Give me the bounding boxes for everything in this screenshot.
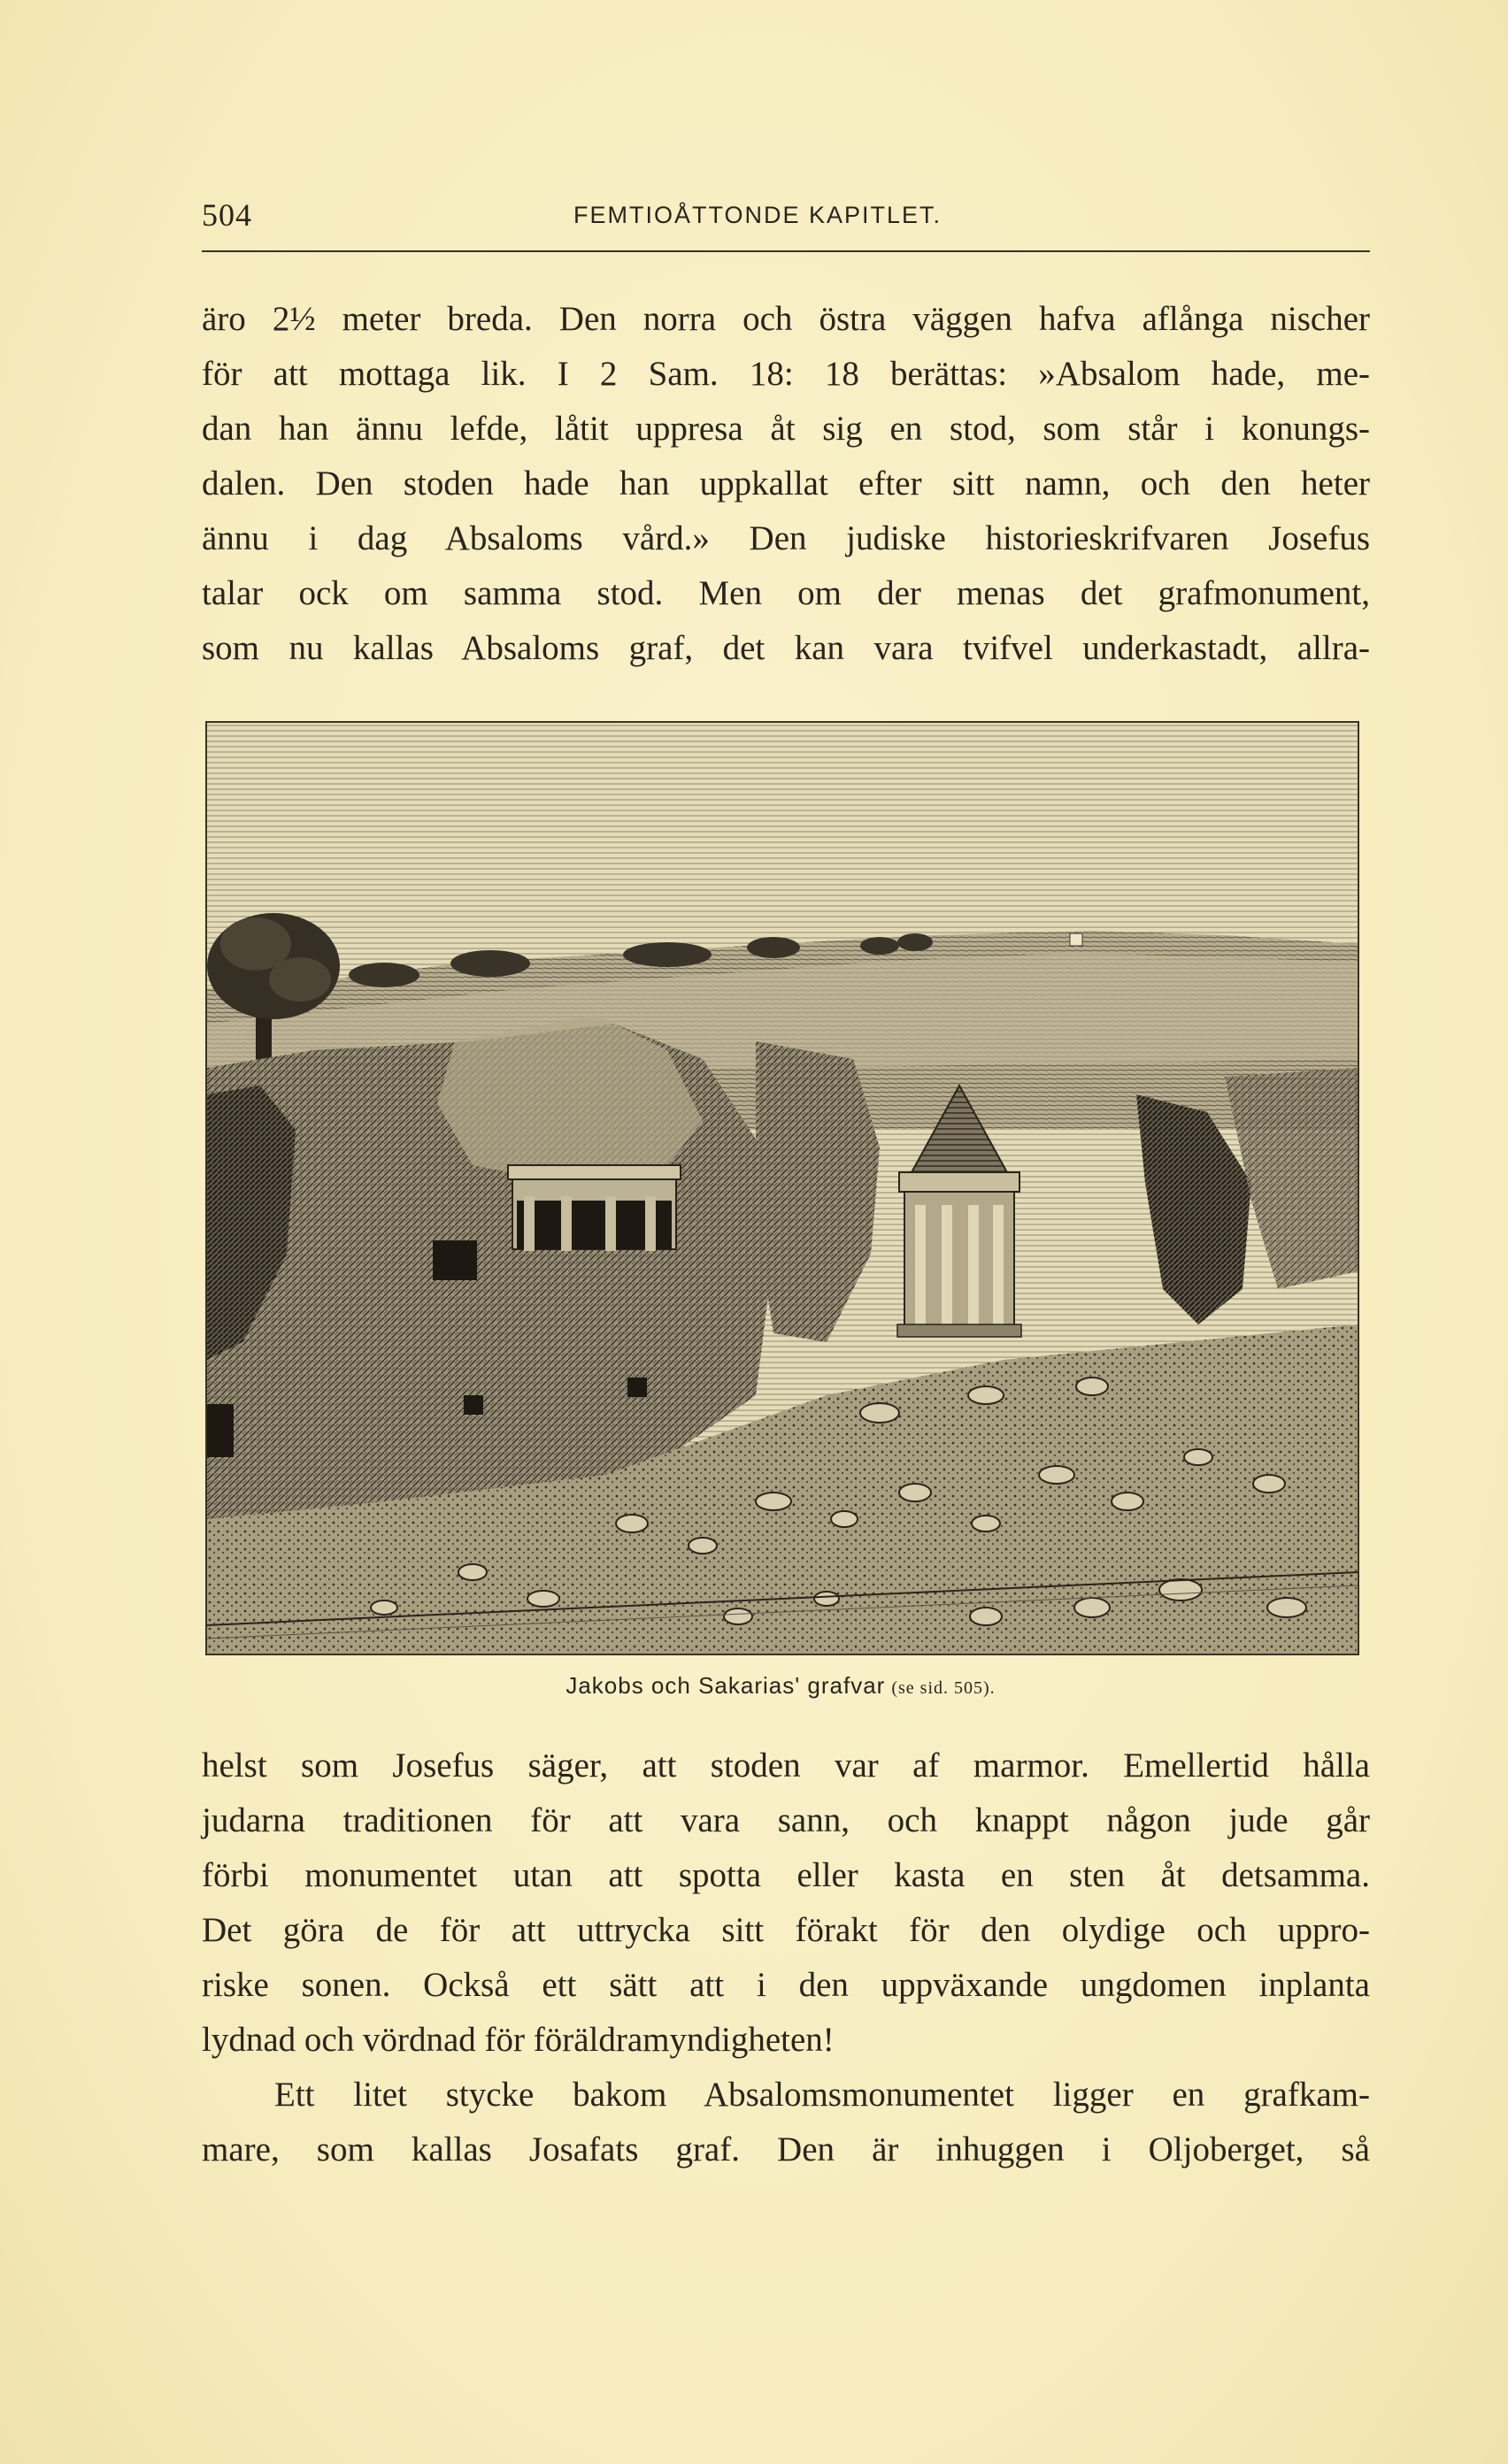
text-line: för att mottaga lik. I 2 Sam. 18: 18 berättas: »Absalom hade, me- [202,355,1370,393]
page-header [202,196,1370,241]
text-line: Ett litet stycke bakom Absalomsmonumentet ligger en grafkam- [274,2076,1370,2114]
text-line: riske sonen. Också ett sätt att i den uppväxande ungdomen inplanta [202,1966,1370,2004]
text-bottom [202,1739,1370,2177]
text-line: helst som Josefus säger, att stoden var af marmor. Emellertid hålla [202,1746,1370,1785]
text-line: mare, som kallas Josafats graf. Den är inhuggen i Oljoberget, så [202,2130,1370,2168]
page-number: 504 [202,197,252,233]
text-line: äro 2½ meter breda. Den norra och östra väggen hafva aflånga nischer [202,300,1370,338]
caption-reference: (se sid. 505). [891,1678,996,1698]
text-line: Det göra de för att uttrycka sitt förakt för den olydige och uppro- [202,1911,1370,1949]
figure-caption [205,1672,1356,1700]
text-top [202,292,1370,676]
text-line: ännu i dag Absaloms vård.» Den judiske historieskrifvaren Josefus [202,519,1370,557]
text-line: judarna traditionen för att vara sann, och knappt någon jude går [202,1801,1370,1839]
engraving-drawing [207,723,1358,1654]
text-line: lydnad och vördnad för föräldramyndigheten! [202,2021,835,2059]
text-line: dan han ännu lefde, låtit uppresa åt sig en stod, som står i konungs- [202,410,1370,448]
text-line: som nu kallas Absaloms graf, det kan vara tvifvel underkastadt, allra- [202,629,1370,667]
text-line: talar ock om samma stod. Men om der menas det grafmonument, [202,574,1370,612]
text-line: dalen. Den stoden hade han uppkallat efter sitt namn, och den heter [202,464,1370,503]
text-line: förbi monumentet utan att spotta eller kasta en sten åt detsamma. [202,1856,1370,1894]
header-rule [202,250,1370,252]
caption-title: Jakobs och Sakarias' grafvar [566,1672,886,1699]
engraving-illustration [205,721,1359,1655]
running-head: FEMTIOÅTTONDE KAPITLET. [573,202,942,228]
